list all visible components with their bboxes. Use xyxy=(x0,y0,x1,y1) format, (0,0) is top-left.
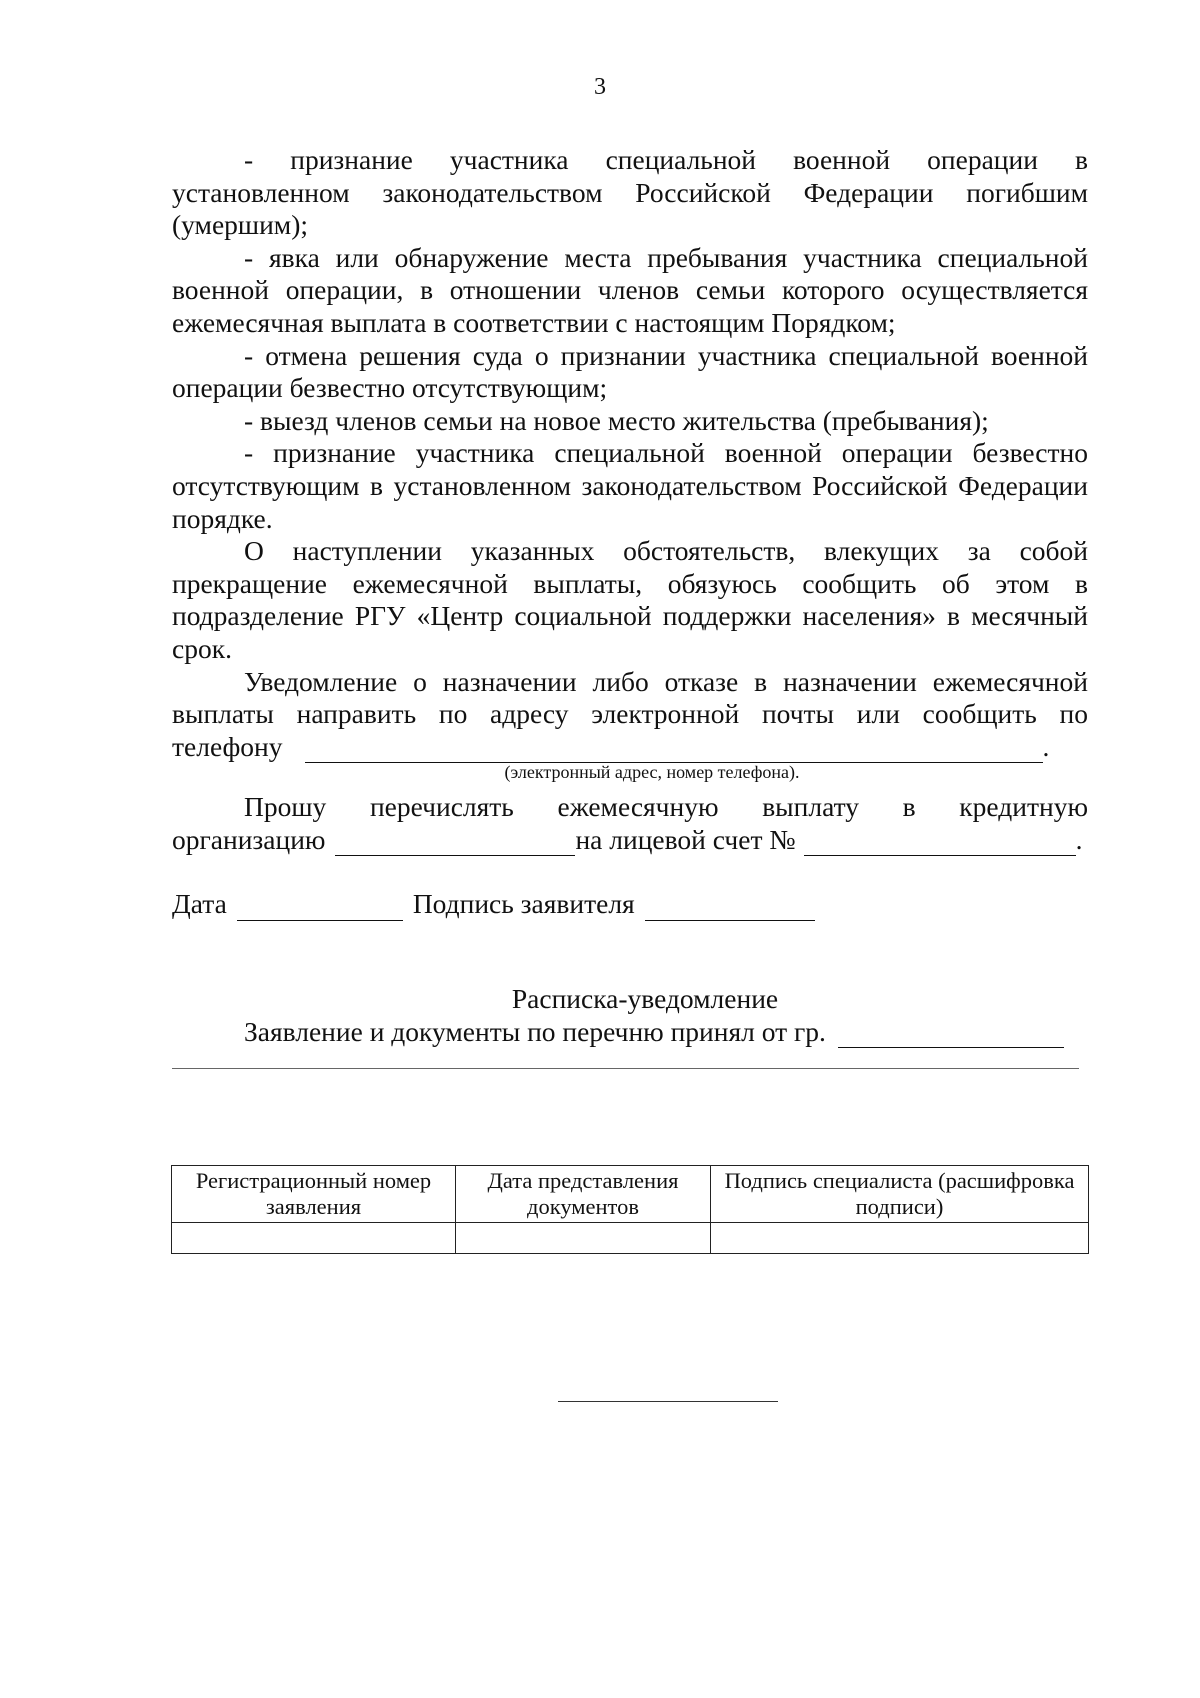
receipt-accepted-label: Заявление и документы по перечню принял от гр. xyxy=(244,1015,826,1047)
contact-field[interactable] xyxy=(305,736,1043,763)
header-specialist-signature: Подпись специалиста (расшифровка подписи) xyxy=(711,1166,1089,1223)
paragraph-notification: Уведомление о назначении либо отказе в назначении ежемесячной выплаты направить по адресу электронной почты или сообщить по xyxy=(172,665,1088,730)
contact-hint: (электронный адрес, номер телефона). xyxy=(504,762,800,783)
page-number: 3 xyxy=(594,74,606,100)
paragraph-court-cancel: - отмена решения суда о признании участника специальной военной операции безвестно отсутствующим; xyxy=(172,339,1088,404)
phone-line xyxy=(172,731,1088,764)
date-label: Дата xyxy=(172,888,227,920)
table-header-row xyxy=(172,1166,1089,1223)
org-label: организацию xyxy=(172,823,326,855)
account-number-field[interactable] xyxy=(804,829,1076,856)
paragraph-obligation: О наступлении указанных обстоятельств, влекущих за собой прекращение ежемесячной выплаты, обязуюсь сообщить об этом в подразделение РГУ «Центр социальной поддержки населения» в месячный срок. xyxy=(172,535,1088,664)
applicant-name-field[interactable] xyxy=(838,1021,1064,1048)
paragraph-deceased: - признание участника специальной военной операции в установленном законодательством Российской Федерации погибшим (умершим); xyxy=(172,144,1088,241)
header-submission-date: Дата представления документов xyxy=(456,1166,711,1223)
signature-line xyxy=(172,888,1088,921)
bank-org-field[interactable] xyxy=(335,829,575,856)
document-body xyxy=(172,144,1088,1069)
phone-line-end: . xyxy=(1042,730,1050,762)
bank-line-end: . xyxy=(1075,823,1083,855)
submission-date-cell[interactable] xyxy=(456,1223,711,1254)
specialist-signature-cell[interactable] xyxy=(711,1223,1089,1254)
registration-table xyxy=(171,1165,1089,1254)
account-label: на лицевой счет № xyxy=(575,823,796,855)
transfer-request: Прошу перечислять ежемесячную выплату в кредитную xyxy=(244,791,1088,823)
registration-number-cell[interactable] xyxy=(172,1223,456,1254)
applicant-name-continuation-field[interactable] xyxy=(172,1054,1079,1069)
signature-label: Подпись заявителя xyxy=(412,888,635,920)
paragraph-relocation: - выезд членов семьи на новое место жительства (пребывания); xyxy=(244,404,989,436)
table-row xyxy=(172,1223,1089,1254)
header-registration-number: Регистрационный номер заявления xyxy=(172,1166,456,1223)
date-field[interactable] xyxy=(237,894,403,921)
signature-field[interactable] xyxy=(645,894,815,921)
paragraph-appearance: - явка или обнаружение места пребывания участника специальной военной операции, в отношении членов семьи которого осуществляется ежемесячная выплата в соответствии с настоящим Порядком; xyxy=(172,241,1088,338)
phone-label: телефону xyxy=(172,730,283,762)
receipt-title: Расписка-уведомление xyxy=(511,983,779,1015)
receipt-accepted-line xyxy=(172,1016,1088,1049)
paragraph-missing: - признание участника специальной военной операции безвестно отсутствующим в установленном законодательством Российской Федерации порядке. xyxy=(172,437,1088,534)
bank-line xyxy=(172,824,1088,857)
end-separator xyxy=(558,1401,778,1402)
